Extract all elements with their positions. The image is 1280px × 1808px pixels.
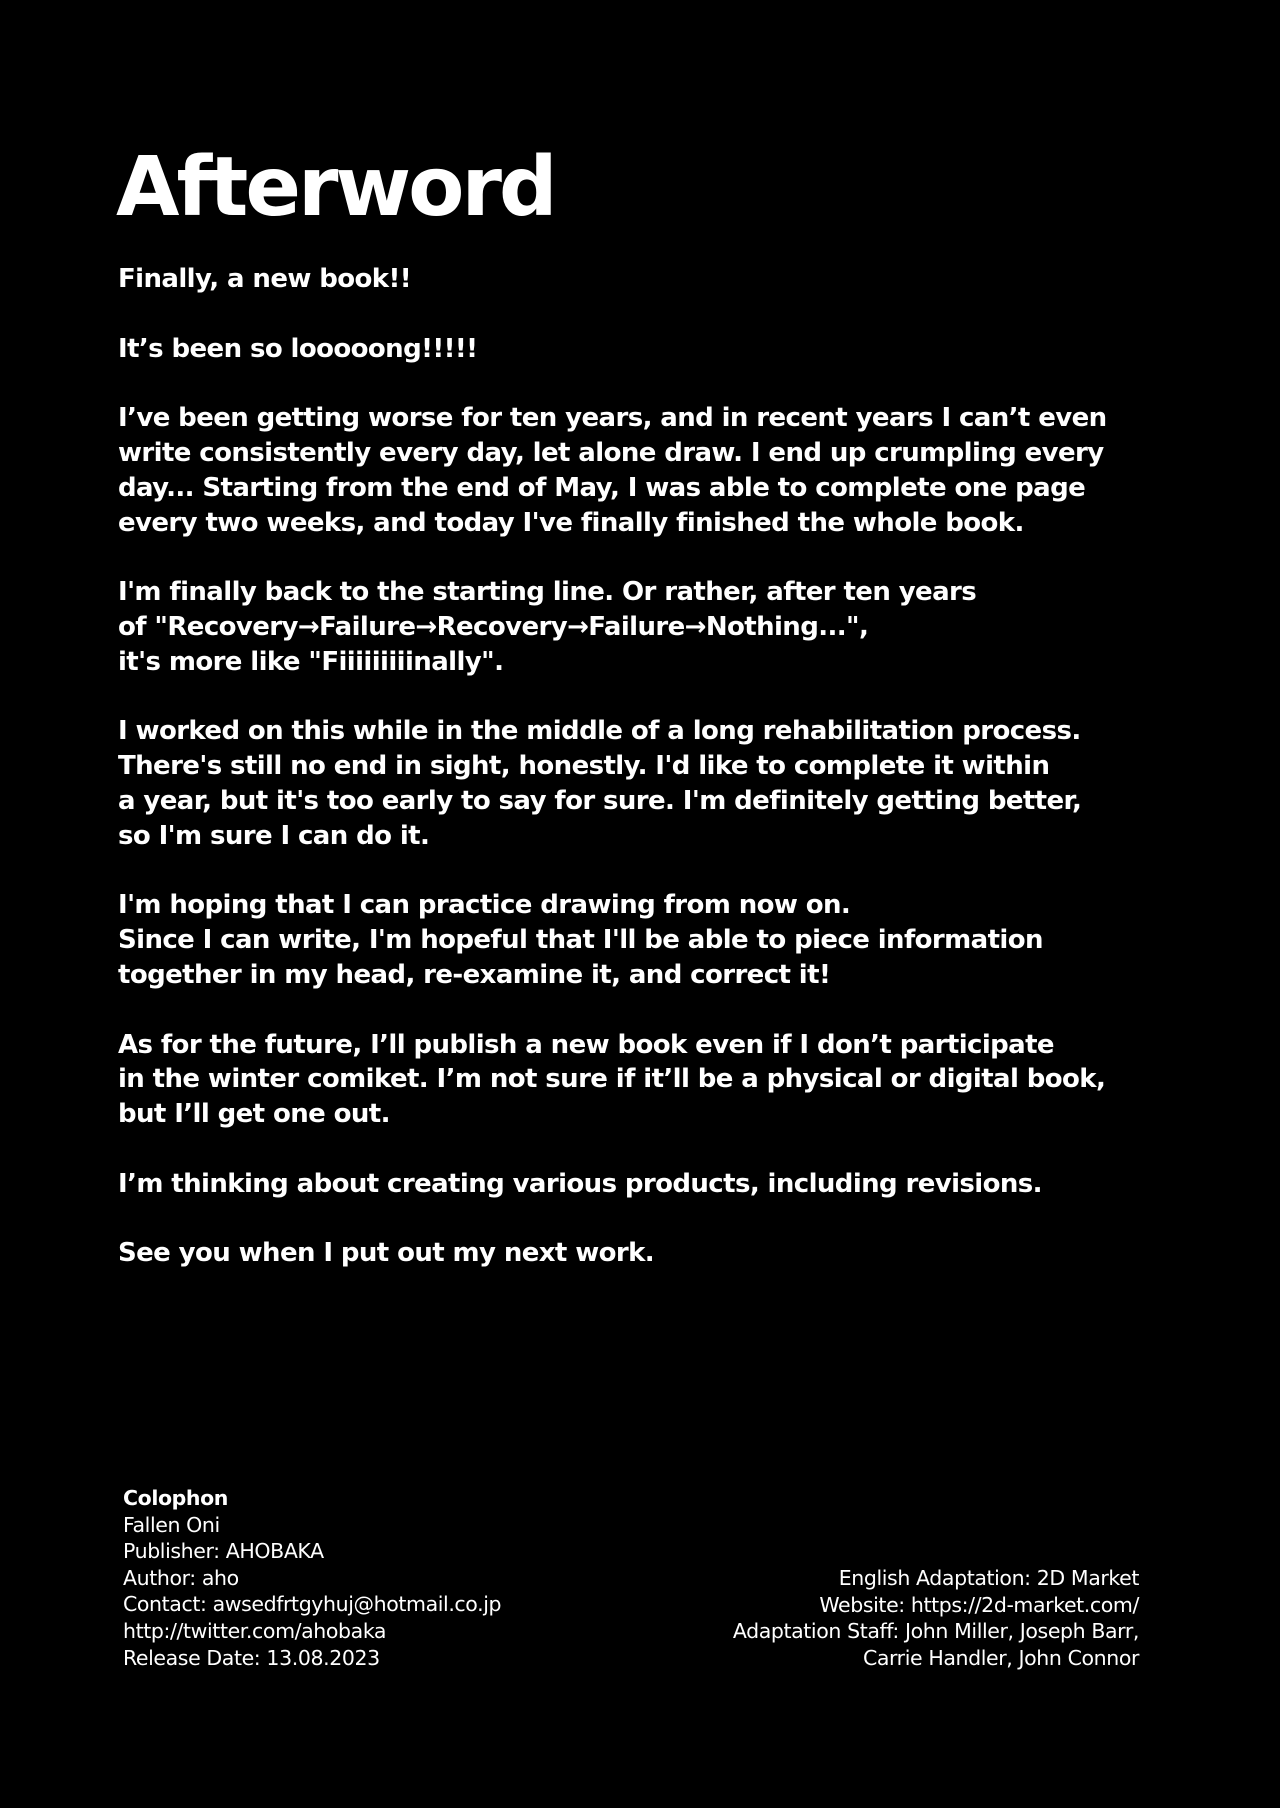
text-line: so I'm sure I can do it. (118, 820, 430, 851)
text-line: See you when I put out my next work. (118, 1238, 655, 1269)
text-line: in the winter comiket. I’m not sure if it’ll be a physical or digital book, (118, 1064, 1106, 1095)
colophon-author: Author: aho (123, 1565, 239, 1590)
paragraph (118, 1236, 1198, 1271)
paragraph (118, 1028, 1198, 1132)
text-line: I’ve been getting worse for ten years, and in recent years I can’t even (118, 403, 1107, 434)
paragraph (118, 575, 1198, 679)
paragraph (118, 1167, 1198, 1202)
text-line: I worked on this while in the middle of a long rehabilitation process. (118, 716, 1081, 747)
afterword-body (118, 262, 1198, 1306)
paragraph (118, 262, 1198, 297)
colophon-twitter: http://twitter.com/ahobaka (123, 1618, 387, 1643)
text-line: it's more like "Fiiiiiiiiinally". (118, 646, 504, 677)
text-line: Since I can write, I'm hopeful that I'll be able to piece information (118, 925, 1043, 956)
paragraph (118, 888, 1198, 992)
adaptation-website: Website: https://2d-market.com/ (819, 1592, 1139, 1617)
colophon-title: Fallen Oni (123, 1512, 220, 1537)
text-line: a year, but it's too early to say for sure. I'm definitely getting better, (118, 785, 1082, 816)
text-line: together in my head, re-examine it, and correct it! (118, 959, 831, 990)
text-line: I’m thinking about creating various products, including revisions. (118, 1168, 1042, 1199)
text-line: There's still no end in sight, honestly. I'd like to complete it within (118, 751, 1050, 782)
adaptation-staff-continued: Carrie Handler, John Connor (862, 1645, 1139, 1670)
adaptation-credits (733, 1565, 1139, 1671)
colophon (123, 1485, 501, 1671)
text-line: every two weeks, and today I've finally finished the whole book. (118, 507, 1024, 538)
text-line: Finally, a new book!! (118, 264, 411, 294)
text-line: but I’ll get one out. (118, 1099, 390, 1130)
text-line: write consistently every day, let alone draw. I end up crumpling every (118, 437, 1104, 468)
paragraph (118, 714, 1198, 853)
text-line: It’s been so looooong!!!!! (118, 333, 478, 364)
text-line: I'm finally back to the starting line. Or rather, after ten years (118, 577, 977, 608)
paragraph (118, 332, 1198, 367)
colophon-publisher: Publisher: AHOBAKA (123, 1539, 324, 1564)
text-line: day... Starting from the end of May, I was able to complete one page (118, 472, 1086, 503)
text-line: As for the future, I’ll publish a new book even if I don’t participate (118, 1029, 1054, 1060)
adaptation-staff: Adaptation Staff: John Miller, Joseph Barr, (732, 1619, 1139, 1644)
colophon-release-date: Release Date: 13.08.2023 (123, 1645, 380, 1670)
adaptation-line: English Adaptation: 2D Market (838, 1566, 1139, 1590)
colophon-contact: Contact: awsedfrtgyhuj@hotmail.co.jp (123, 1592, 502, 1617)
paragraph (118, 401, 1198, 540)
text-line: I'm hoping that I can practice drawing from now on. (118, 890, 851, 921)
colophon-heading: Colophon (123, 1486, 228, 1510)
text-line: of "Recovery→Failure→Recovery→Failure→Nothing...", (118, 611, 869, 642)
page-title: Afterword (116, 140, 555, 235)
